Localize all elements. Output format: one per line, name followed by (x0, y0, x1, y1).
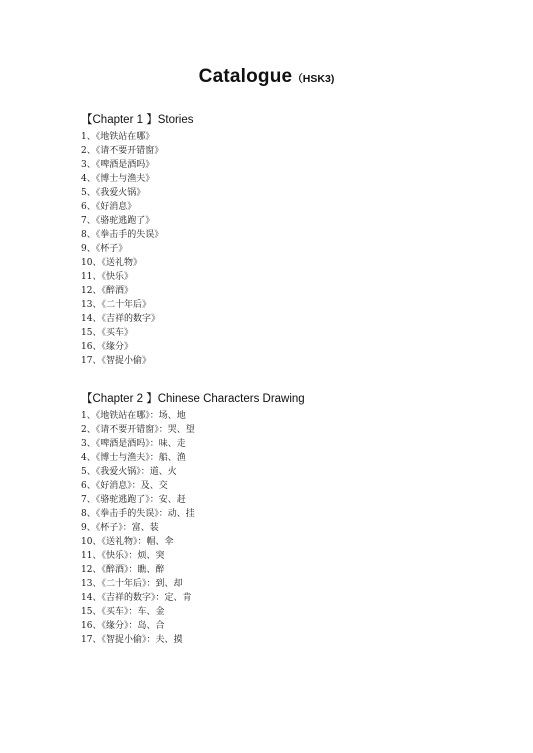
list-item: 14、《吉祥的数字》：定、肯 (81, 593, 192, 603)
list-item: 10、《送礼物》：帽、伞 (81, 537, 174, 547)
list-item: 10、《送礼物》 (81, 258, 142, 268)
chapter-2-list (81, 409, 501, 647)
list-item: 3、《啤酒是酒吗》：味、走 (81, 439, 186, 449)
list-item: 4、《博士与渔夫》 (81, 174, 155, 184)
list-item: 12、《醉酒》 (81, 286, 133, 296)
list-item: 17、《智捉小偷》：夫、摸 (81, 635, 183, 645)
chapter-1-list (81, 130, 501, 368)
list-item: 16、《缘分》 (81, 342, 133, 352)
list-item: 15、《买车》：车、金 (81, 607, 165, 617)
list-item: 4、《博士与渔夫》：船、渔 (81, 453, 186, 463)
chapter-2-section (81, 390, 501, 647)
list-item: 9、《杯子》 (81, 244, 128, 254)
list-item: 16、《缘分》：岛、合 (81, 621, 165, 631)
list-item: 5、《我爱火锅》：道、火 (81, 467, 177, 477)
list-item: 11、《快乐》 (81, 272, 133, 282)
list-item: 6、《好消息》 (81, 202, 137, 212)
list-item: 8、《拳击手的失误》：动、挂 (81, 509, 195, 519)
list-item: 3、《啤酒是酒吗》 (81, 160, 155, 170)
list-item: 2、《请不要开错窗》 (81, 146, 164, 156)
list-item: 13、《二十年后》：到、却 (81, 579, 183, 589)
list-item: 13、《二十年后》 (81, 300, 151, 310)
title-text: Catalogue (198, 66, 293, 87)
list-item: 8、《拳击手的失误》 (81, 230, 164, 240)
list-item: 5、《我爱火锅》 (81, 188, 146, 198)
list-item: 1、《地铁站在哪》 (81, 132, 155, 142)
list-item: 14、《吉祥的数字》 (81, 314, 160, 324)
list-item: 15、《买车》 (81, 328, 133, 338)
list-item: 6、《好消息》：及、交 (81, 481, 168, 491)
list-item: 2、《请不要开错窗》：哭、望 (81, 425, 195, 435)
list-item: 9、《杯子》：富、装 (81, 523, 159, 533)
title-level-tag: （HSK3) (292, 73, 335, 85)
list-item: 11、《快乐》：烦、突 (81, 551, 165, 561)
chapter-1-heading: 【Chapter 1 】Stories (81, 114, 194, 126)
chapter-2-heading: 【Chapter 2 】Chinese Characters Drawing (81, 393, 305, 405)
list-item: 7、《骆驼逃跑了》：安、赶 (81, 495, 186, 505)
list-item: 7、《骆驼逃跑了》 (81, 216, 155, 226)
list-item: 1、《地铁站在哪》：场、地 (81, 411, 186, 421)
list-item: 12、《醉酒》：瞧、醉 (81, 565, 165, 575)
list-item: 17、《智捉小偷》 (81, 356, 151, 366)
page-title (0, 66, 533, 88)
chapter-1-section (81, 111, 501, 368)
